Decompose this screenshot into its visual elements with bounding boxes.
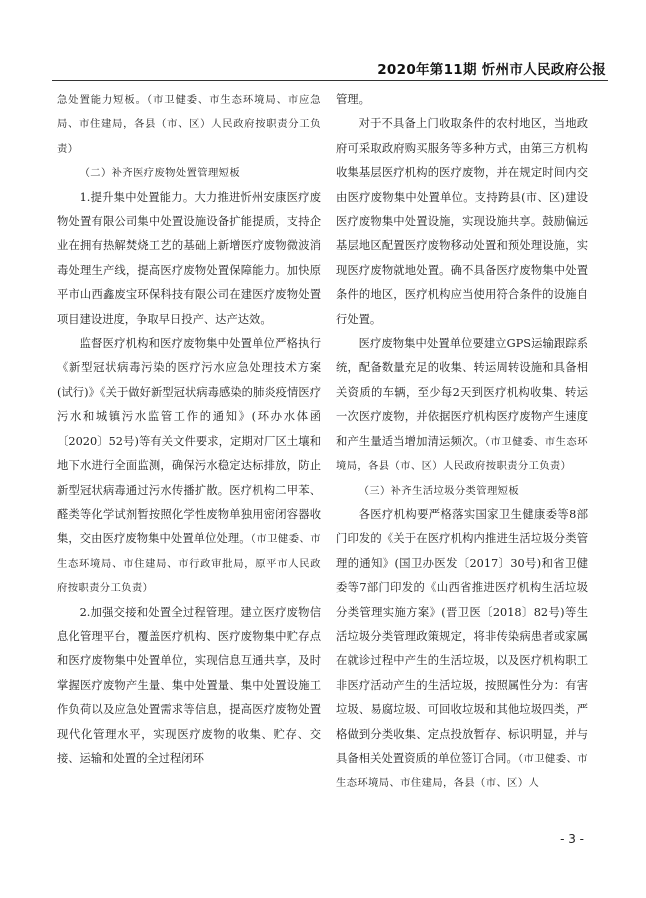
paragraph-text: 对于不具备上门收取条件的农村地区，当地政府可采取政府购买服务等多种方式，由第三方机构收集基层医疗机构的医疗废物，并在规定时间内交由医疗废物集中处置单位。支持跨县(市、区)建设医疗废物集中处置设施，实现设施共享。鼓励偏远基层地区配置医疗废物移动处置和预处理设施，实现医疗废物就地处置。确不具备医疗废物集中处置条件的地区，医疗机构应当使用符合条件的设施自行处置。 [336, 117, 588, 326]
responsibility-note: （市卫健委、市生态环境局，各县（市、区）人民政府按职责分工负责） [336, 435, 588, 473]
paragraph-text: 管理。 [336, 93, 370, 106]
page-header [0, 0, 646, 78]
body-paragraph [336, 88, 588, 112]
body-paragraph [57, 332, 321, 600]
responsibility-note: （市卫健委、市生态环境局、市住建局，各县（市、区）人 [336, 752, 588, 790]
responsibility-note [57, 88, 321, 161]
paragraph-text: （三）补齐生活垃圾分类管理短板 [358, 484, 520, 497]
paragraph-text: 2.加强交接和处置全过程管理。建立医疗废物信息化管理平台，覆盖医疗机构、医疗废物集中贮存点和医疗废物集中处置单位，实现信息互通共享，及时掌握医疗废物产生量、集中处置量、集中处置设施工作负荷以及应急处置需求等信息，提高医疗废物处置现代化管理水平，实现医疗废物的收集、贮存、交接、运输和处置的全过程闭环 [57, 605, 321, 765]
paragraph-text: 医疗废物集中处置单位要建立GPS运输跟踪系统，配备数量充足的收集、转运周转设施和具备相关资质的车辆，至少每2天到医疗机构收集、转运一次医疗废物，并依据医疗机构医疗废物产生速度和产生量适当增加清运频次。 [336, 337, 588, 448]
bulletin-issue-title: 2020年第11期 忻州市人民政府公报 [377, 62, 606, 78]
right-text-column [336, 88, 588, 796]
paragraph-text: 急处置能力短板。（市卫健委、市生态环境局、市应急局、市住建局，各县（市、区）人民政府按职责分工负责） [57, 94, 321, 155]
paragraph-text: 各医疗机构要严格落实国家卫生健康委等8部门印发的《关于在医疗机构内推进生活垃圾分类管理的通知》(国卫办医发〔2017〕30号)和省卫健委等7部门印发的《山西省推进医疗机构生活垃圾分类管理实施方案》(晋卫医〔2018〕82号)等生活垃圾分类管理政策规定，将非传染病患者或家属在就诊过程中产生的生活垃圾，以及医疗机构职工非医疗活动产生的生活垃圾，按照属性分为：有害垃圾、易腐垃圾、可回收垃圾和其他垃圾四类，严格做到分类收集、定点投放暂存、标识明显，并与具备相关处置资质的单位签订合同。 [336, 507, 588, 765]
section-subheading [57, 161, 321, 185]
left-text-column [57, 88, 321, 771]
page-number: - 3 - [560, 832, 584, 846]
paragraph-text: 监督医疗机构和医疗废物集中处置单位严格执行《新型冠状病毒污染的医疗污水应急处理技术方案(试行)》《关于做好新型冠状病毒感染的肺炎疫情医疗污水和城镇污水监管工作的通知》(环办水体函〔2020〕52号)等有关文件要求，定期对厂区土壤和地下水进行全面监测，确保污水稳定达标排放，防止新型冠状病毒通过污水传播扩散。医疗机构二甲苯、醛类等化学试剂暂按照化学性废物单独用密闭容器收集，交由医疗废物集中处置单位处理。 [57, 337, 321, 546]
responsibility-note: （市卫健委、市生态环境局、市住建局、市行政审批局，原平市人民政府按职责分工负责） [57, 533, 321, 595]
header-divider [52, 80, 608, 81]
body-paragraph [336, 503, 588, 796]
body-paragraph [57, 601, 321, 772]
body-paragraph [57, 186, 321, 332]
paragraph-text: （二）补齐医疗废物处置管理短板 [79, 167, 241, 180]
section-subheading [336, 479, 588, 503]
body-paragraph [336, 112, 588, 332]
paragraph-text: 1.提升集中处置能力。大力推进忻州安康医疗废物处置有限公司集中处置设施设备扩能提质，支持企业在拥有热解焚烧工艺的基础上新增医疗废物微波消毒处理生产线，提高医疗废物处置保障能力。加快原平市山西鑫废宝环保科技有限公司在建医疗废物处置项目建设进度，争取早日投产、达产达效。 [57, 190, 321, 326]
body-paragraph [336, 332, 588, 478]
